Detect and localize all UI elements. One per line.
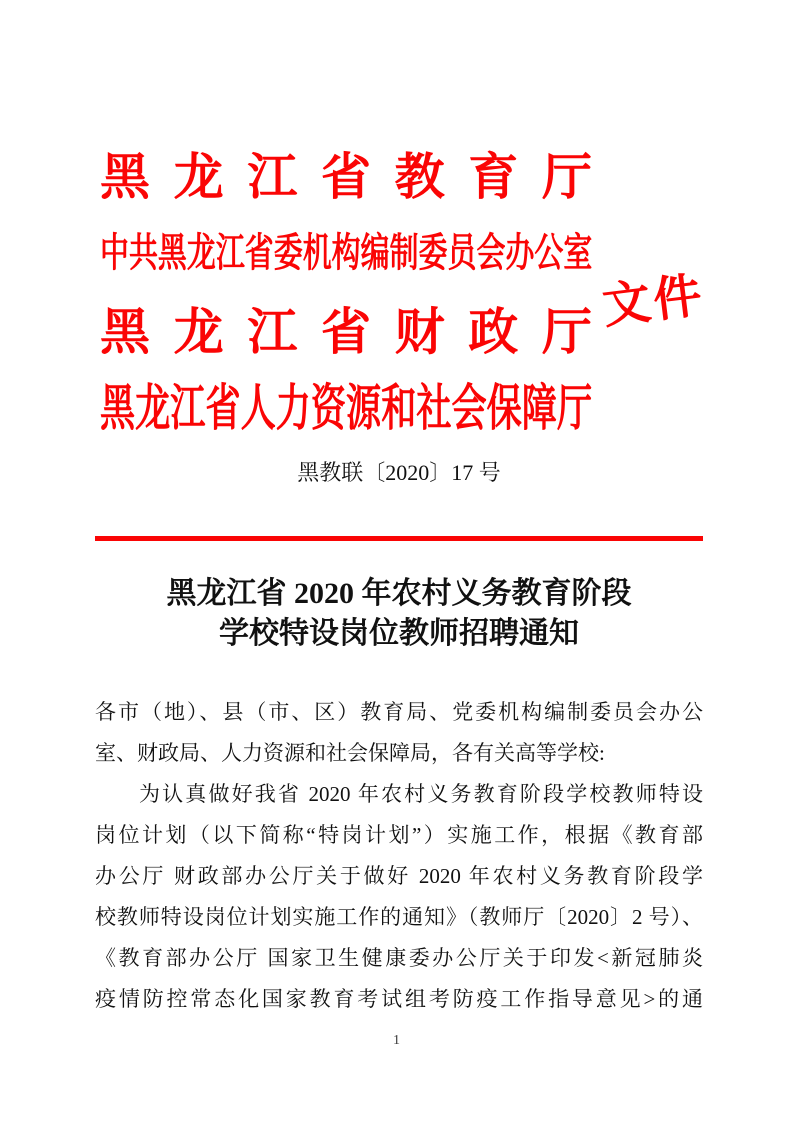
- body-line: 办公厅 财政部办公厅关于做好 2020 年农村义务教育阶段学: [95, 864, 703, 888]
- document-title-line-2: 学校特设岗位教师招聘通知: [219, 617, 579, 650]
- body-line: 为认真做好我省 2020 年农村义务教育阶段学校教师特设: [139, 782, 703, 806]
- agency-name-finance-dept: 黑 龙 江 省 财 政 厅: [100, 304, 592, 360]
- document-title: [95, 574, 703, 654]
- document-body: [95, 692, 703, 1020]
- page-number: 1: [393, 1033, 400, 1048]
- agency-name-party-org-office: [100, 231, 592, 275]
- body-line: 校教师特设岗位计划实施工作的通知》（教师厅〔2020〕2 号）、: [95, 905, 703, 929]
- red-divider-rule: [95, 536, 703, 541]
- agency-name-text: 中共黑龙江省委机构编制委员会办公室: [100, 230, 593, 275]
- document-type-label: 文件: [599, 268, 708, 334]
- document-reference-number: 黑教联〔2020〕17 号: [297, 460, 501, 485]
- document-title-line-1: 黑龙江省 2020 年农村义务教育阶段: [166, 577, 632, 610]
- body-line: 疫情防控常态化国家教育考试组考防疫工作指导意见>的通: [95, 987, 703, 1011]
- agency-name-hr-social-security-dept: [100, 382, 592, 434]
- body-line: 《教育部办公厅 国家卫生健康委办公厅关于印发<新冠肺炎: [95, 946, 703, 970]
- agency-name-text: 黑龙江省人力资源和社会保障厅: [100, 380, 593, 436]
- body-line: 室、财政局、人力资源和社会保障局，各有关高等学校:: [95, 741, 605, 765]
- body-line: 各市（地）、县（市、区）教育局、党委机构编制委员会办公: [95, 700, 703, 724]
- agency-name-education-dept: 黑 龙 江 省 教 育 厅: [100, 149, 592, 205]
- body-line: 岗位计划（以下简称“特岗计划”）实施工作，根据《教育部: [95, 823, 703, 847]
